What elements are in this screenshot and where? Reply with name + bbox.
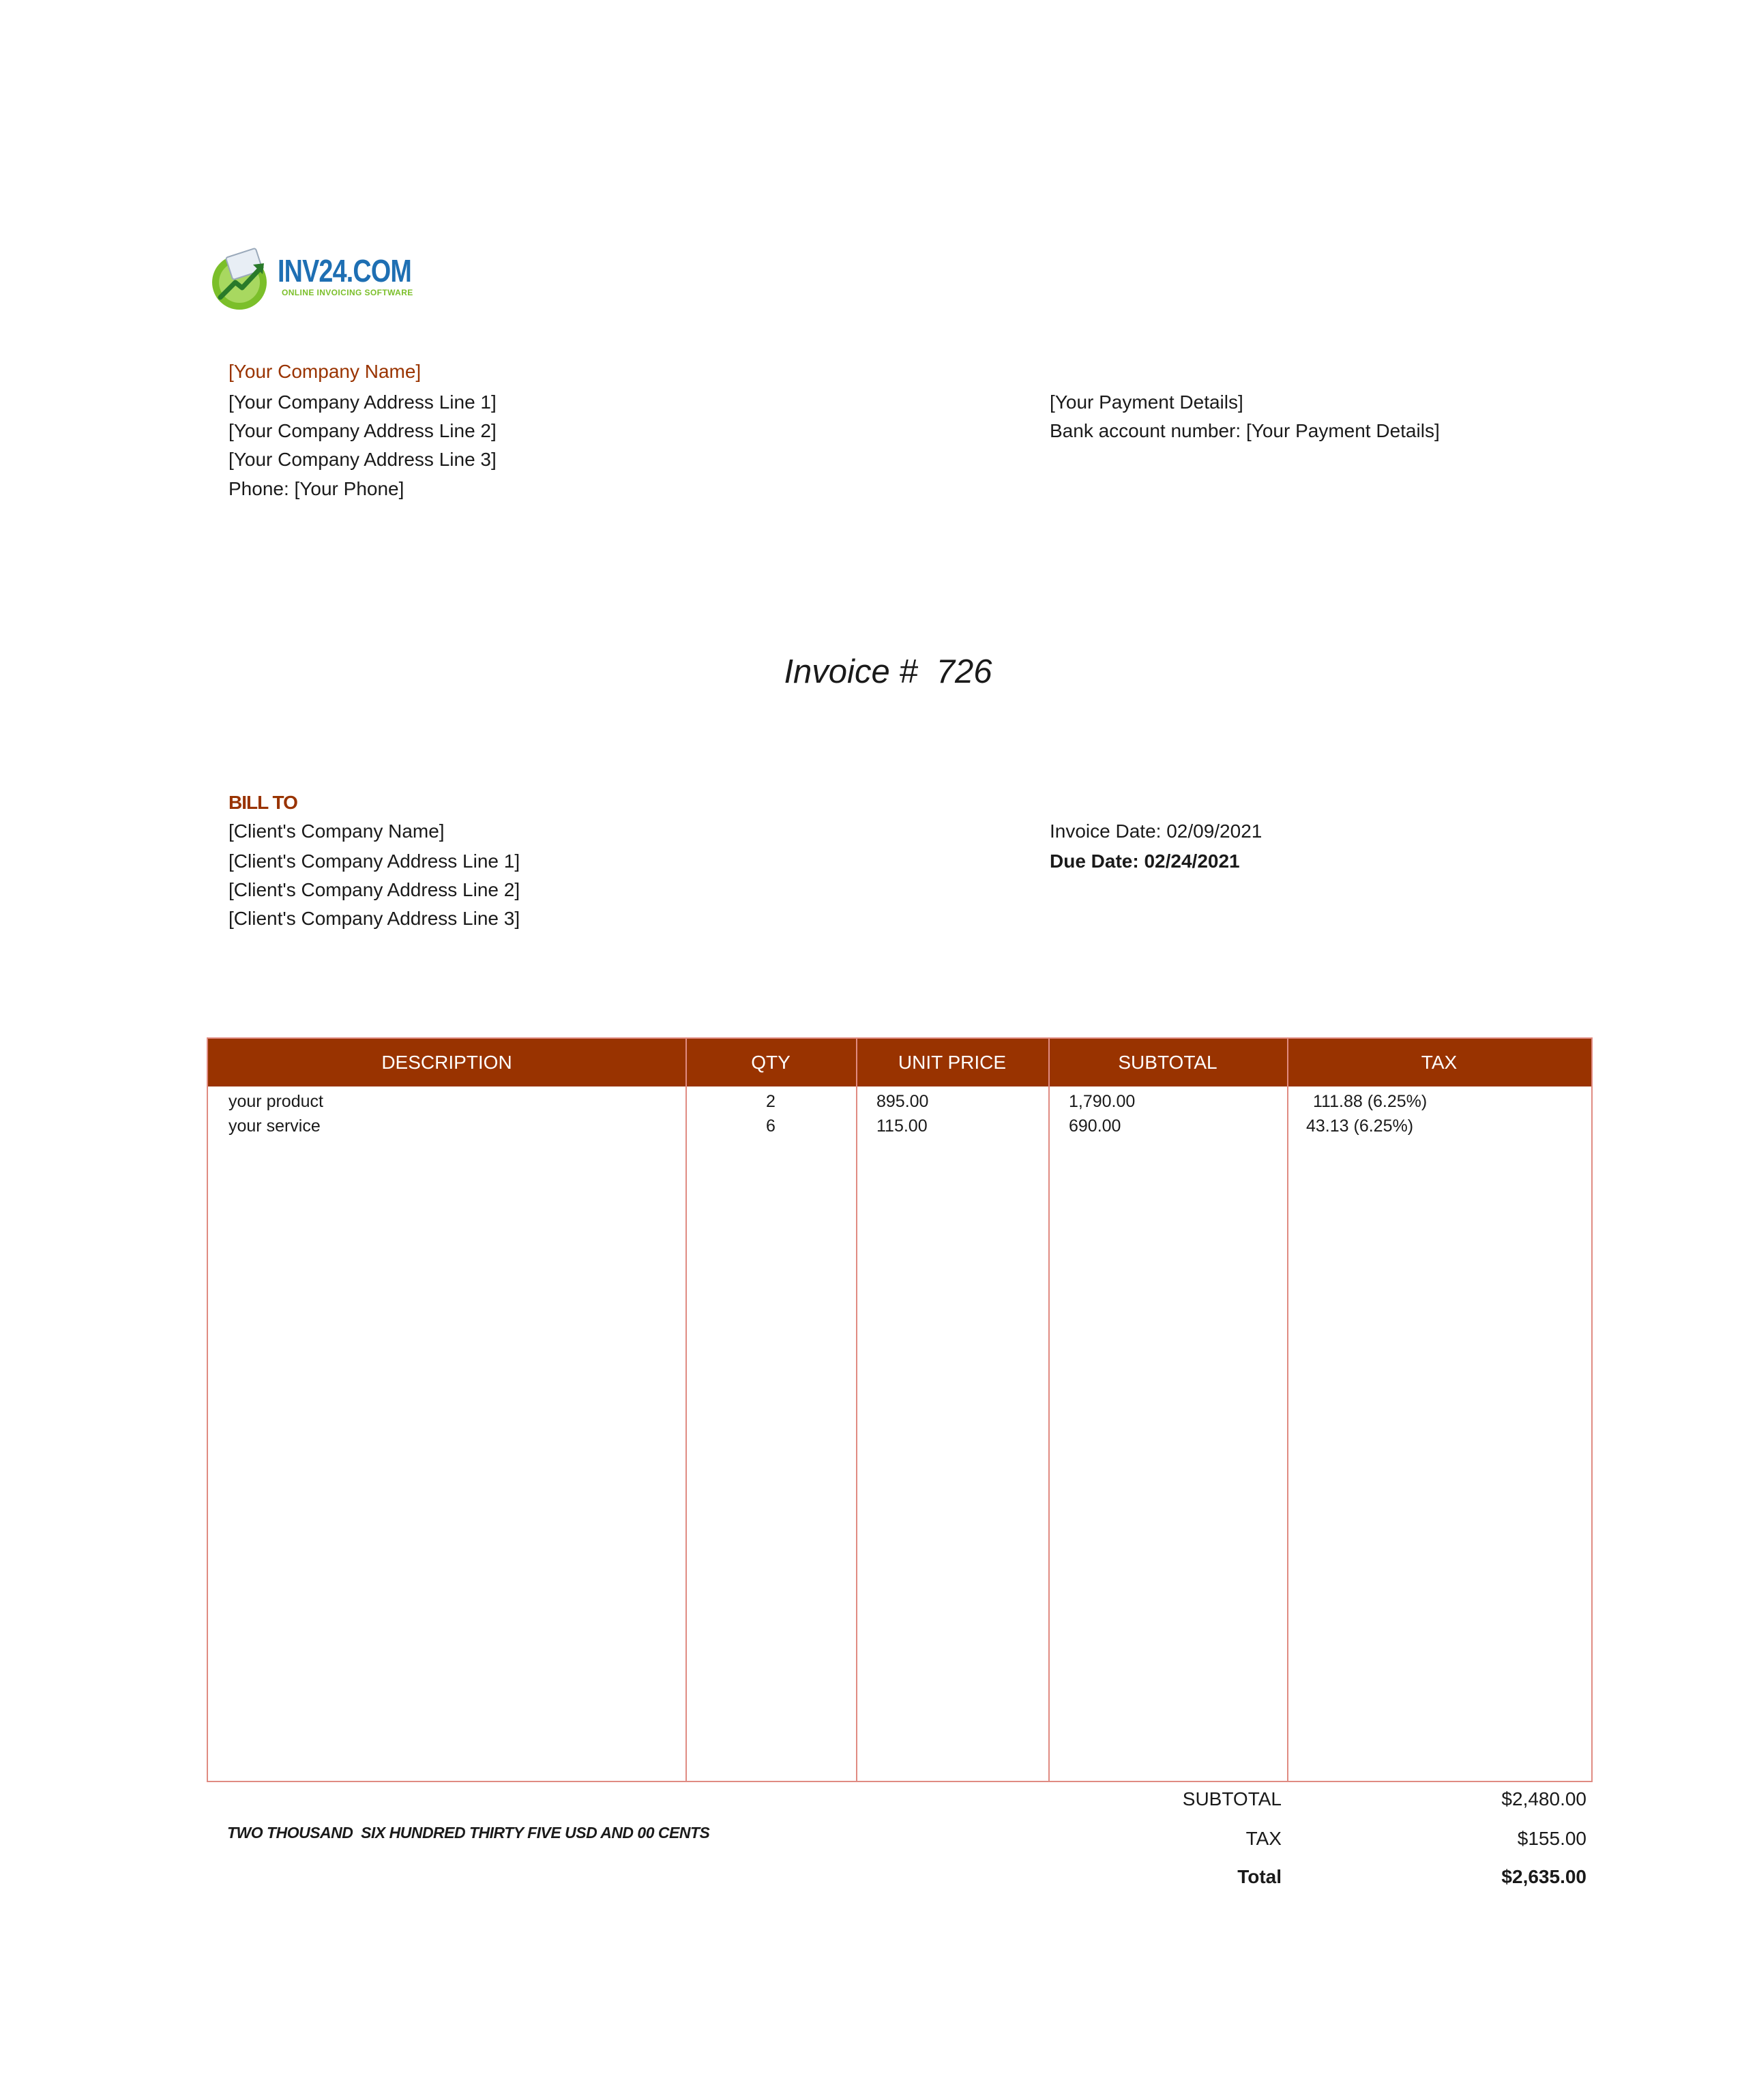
- header-description: DESCRIPTION: [381, 1052, 512, 1073]
- payment-details: [Your Payment Details]: [1050, 391, 1243, 413]
- company-logo: [208, 247, 413, 312]
- row-qty: 2: [766, 1092, 776, 1111]
- seller-company-name: [Your Company Name]: [228, 361, 422, 382]
- row-unit-price: 895.00: [876, 1092, 929, 1111]
- column-divider: [856, 1039, 857, 1781]
- column-divider: [685, 1039, 687, 1781]
- row-subtotal: 1,790.00: [1069, 1092, 1136, 1111]
- client-address-line-2: [Client's Company Address Line 2]: [228, 879, 520, 900]
- header-tax: TAX: [1421, 1052, 1458, 1073]
- row-unit-price: 115.00: [876, 1116, 928, 1136]
- seller-phone: Phone: [Your Phone]: [228, 478, 404, 499]
- row-subtotal: 690.00: [1069, 1116, 1121, 1136]
- row-tax: 111.88 (6.25%): [1313, 1092, 1428, 1111]
- column-divider: [1048, 1039, 1050, 1781]
- row-description: your product: [228, 1092, 323, 1111]
- column-divider: [1287, 1039, 1288, 1781]
- table-header-row: [208, 1039, 1591, 1086]
- invoice-title: [0, 651, 1742, 692]
- seller-address-line-2: [Your Company Address Line 2]: [228, 420, 497, 441]
- seller-address-line-1: [Your Company Address Line 1]: [228, 391, 497, 413]
- seller-address-line-3: [Your Company Address Line 3]: [228, 449, 497, 470]
- tax-value: $155.00: [1517, 1828, 1586, 1849]
- subtotal-label: SUBTOTAL: [1182, 1788, 1282, 1809]
- bill-to-heading: BILL TO: [228, 792, 297, 813]
- header-subtotal: SUBTOTAL: [1118, 1052, 1217, 1073]
- invoice-date: Invoice Date: 02/09/2021: [1050, 820, 1263, 842]
- total-label: Total: [1237, 1866, 1282, 1887]
- due-date: Due Date: 02/24/2021: [1050, 851, 1240, 872]
- amount-in-words: TWO THOUSAND SIX HUNDRED THIRTY FIVE USD AND 00 CENTS: [227, 1824, 710, 1842]
- client-address-line-1: [Client's Company Address Line 1]: [228, 851, 520, 872]
- row-tax: 43.13 (6.25%): [1306, 1116, 1414, 1136]
- header-unit-price: UNIT PRICE: [898, 1052, 1007, 1073]
- client-company-name: [Client's Company Name]: [228, 820, 445, 842]
- invoice-title-text: Invoice # 726: [784, 653, 992, 690]
- bank-account-number: Bank account number: [Your Payment Details]: [1050, 420, 1440, 441]
- client-address-line-3: [Client's Company Address Line 3]: [228, 908, 520, 929]
- subtotal-value: $2,480.00: [1501, 1788, 1586, 1809]
- logo-tagline: ONLINE INVOICING SOFTWARE: [282, 288, 413, 297]
- row-description: your service: [228, 1116, 321, 1136]
- row-qty: 6: [766, 1116, 776, 1136]
- tax-label: TAX: [1245, 1828, 1282, 1849]
- line-items-table: [207, 1037, 1593, 1782]
- logo-brand-text: INV24.COM: [278, 253, 411, 289]
- header-qty: QTY: [751, 1052, 791, 1073]
- logo-mark-icon: [208, 247, 276, 312]
- total-value: $2,635.00: [1501, 1866, 1586, 1887]
